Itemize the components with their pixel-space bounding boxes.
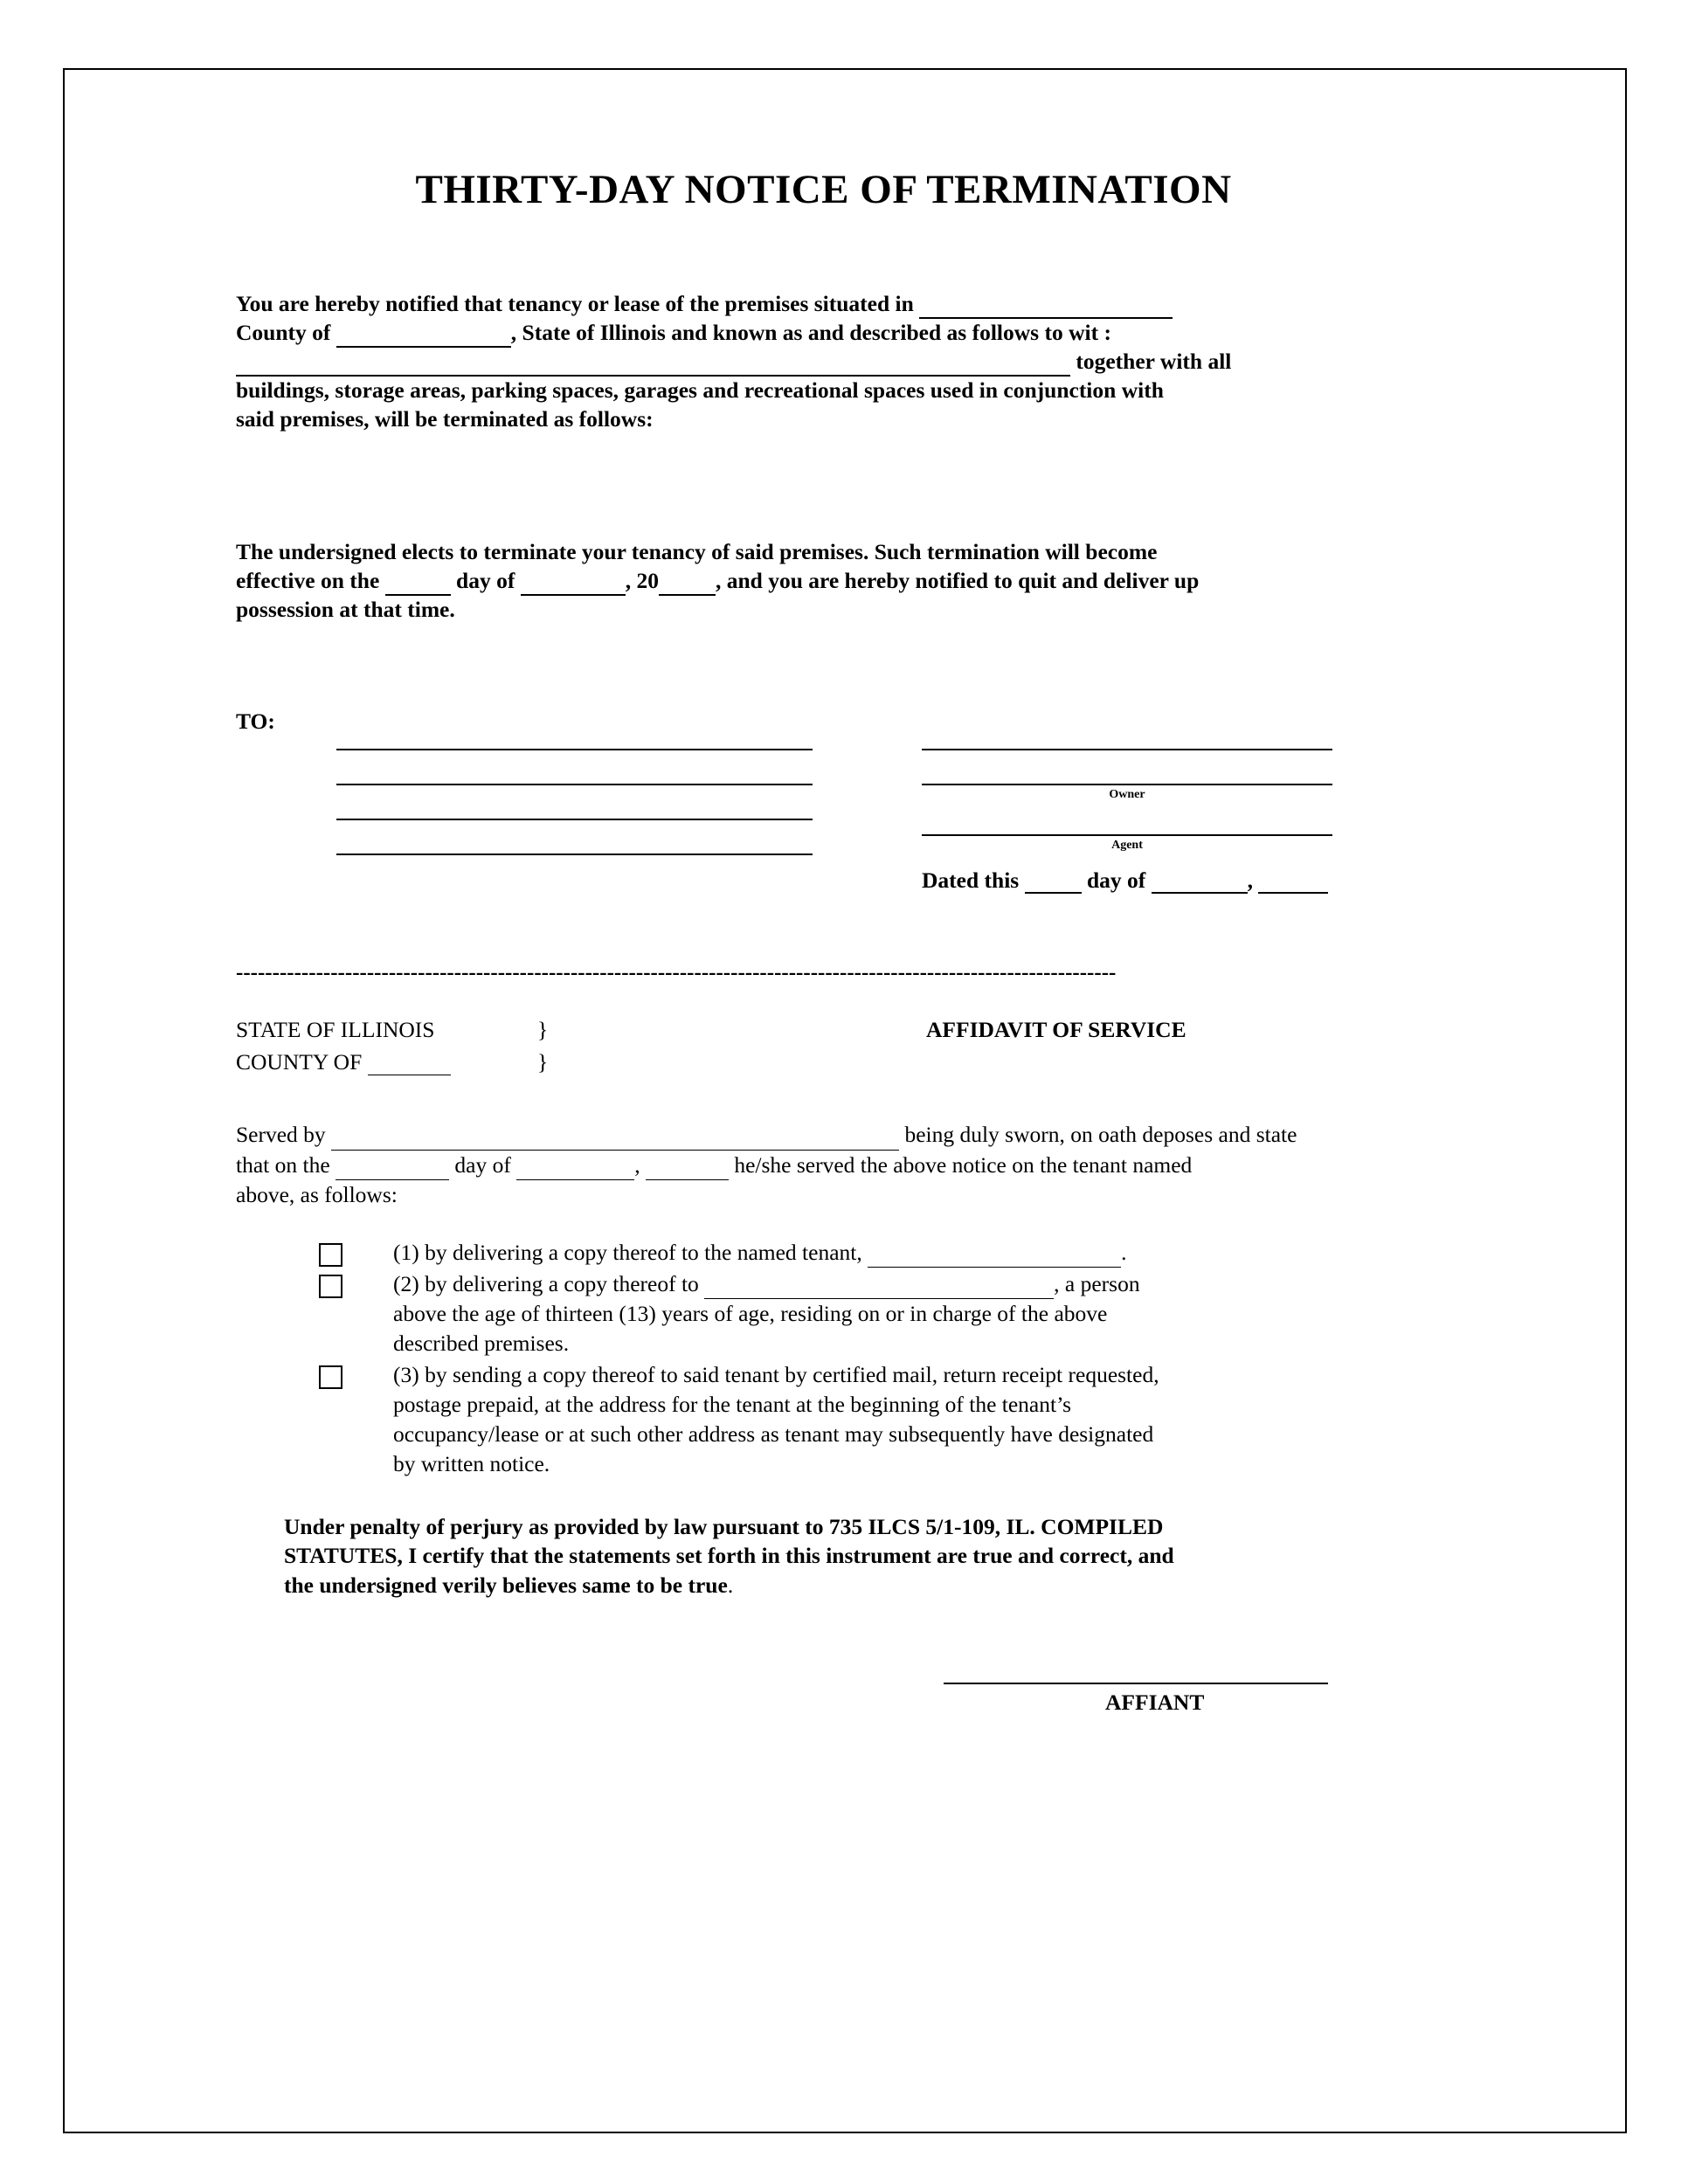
service-option-3-text [393,1360,1411,1479]
served-above-text: above, as follows: [236,1181,398,1207]
effective-month-blank[interactable] [521,575,626,596]
affiant-label: AFFIANT [1105,1689,1205,1715]
service-month-blank[interactable] [516,1162,634,1180]
dated-label-b: day of [1086,867,1146,894]
option-3-line-3: occupancy/lease or at such other address as tenant may subsequently have designated [393,1420,1154,1447]
tenant-line-2[interactable] [336,750,813,785]
affiant-signature-block [236,1649,1411,1745]
page-title: THIRTY-DAY NOTICE OF TERMINATION [415,167,1232,212]
affiant-signature-line[interactable] [944,1683,1328,1684]
section-separator: ------------------------------------------------------------------------------------------------------------------------- [236,962,1117,985]
checkbox-option-1[interactable] [319,1243,342,1267]
served-by-label: Served by [236,1122,326,1148]
served-by-text: being duly sworn, on oath deposes and state [904,1122,1297,1148]
notice-line3-text: together with all [1076,348,1232,374]
owner-signature-line-1[interactable] [922,715,1332,750]
county-blank[interactable] [336,327,511,348]
owner-agent-lines [922,715,1332,852]
dated-day-blank[interactable] [1025,873,1082,894]
dated-label-a: Dated this [922,867,1020,894]
option-2-text-a: (2) by delivering a copy thereof to [393,1271,699,1297]
notice-line1-text: You are hereby notified that tenancy or lease of the premises situated in [236,291,914,316]
county-of-row [236,1049,451,1075]
service-option-1-text [393,1238,1411,1268]
service-option-row-1 [236,1238,1411,1268]
owner-label: Owner [1109,788,1145,802]
tenant-line-4[interactable] [336,820,813,855]
brace-top: } [537,1017,549,1043]
county-of-label: COUNTY OF [236,1049,363,1075]
termination-line2-a: effective on the [236,568,380,594]
state-of-illinois-label: STATE OF ILLINOIS [236,1017,435,1043]
service-options-list [236,1238,1411,1478]
effective-year-blank[interactable] [659,575,716,596]
penalty-line-1: Under penalty of perjury as provided by law pursuant to 735 ILCS 5/1-109, IL. COMPILED [284,1513,1164,1539]
penalty-line-2: STATUTES, I certify that the statements set forth in this instrument are true and correct, and [284,1543,1174,1569]
affidavit-title: AFFIDAVIT OF SERVICE [926,1017,1186,1043]
document-content [236,166,1411,1745]
service-option-row-3 [236,1360,1411,1479]
notice-paragraph [236,290,1411,433]
tenant-line-3[interactable] [336,785,813,820]
spacer-before-termination [236,433,1411,538]
spacer-after-title [236,213,1411,290]
option-1-text-a: (1) by delivering a copy thereof to the named tenant, [393,1240,862,1266]
service-option-row-2 [236,1269,1411,1358]
dated-year-blank[interactable] [1258,873,1328,894]
notice-line2-county-label: County of [236,319,331,345]
option-1-blank[interactable] [868,1249,1121,1268]
termination-line1-text: The undersigned elects to terminate your tenancy of said premises. Such termination will become [236,539,1158,565]
termination-line2-c: , 20 [625,568,659,594]
dated-comma: , [1247,867,1254,894]
tenant-address-lines [336,715,813,855]
service-day-blank[interactable] [336,1162,449,1180]
to-section [236,708,1411,909]
service-option-2-text [393,1269,1411,1358]
description-blank[interactable] [236,356,1070,377]
brace-bottom: } [537,1049,549,1075]
option-3-line-2: postage prepaid, at the address for the tenant at the beginning of the tenant’s [393,1391,1072,1417]
served-tail-text: he/she served the above notice on the tenant named [734,1151,1193,1178]
option-2-line-3: described premises. [393,1330,570,1357]
option-2-blank[interactable] [704,1281,1054,1299]
affidavit-county-blank[interactable] [368,1057,451,1075]
notice-line2-text: , State of Illinois and known as and described as follows to wit : [510,319,1111,345]
termination-line2-d: , and you are hereby notified to quit and deliver up [715,568,1200,594]
checkbox-option-3[interactable] [319,1365,342,1389]
option-2-line-2: above the age of thirteen (13) years of age, residing on or in charge of the above [393,1301,1108,1327]
termination-line3-text: possession at that time. [236,597,455,623]
owner-signature-line-2[interactable] [922,750,1332,785]
penalty-period: . [727,1572,734,1598]
dated-line [922,867,1328,894]
served-by-paragraph [236,1120,1411,1210]
notice-line5-text: said premises, will be terminated as follows: [236,405,654,432]
option-3-line-4: by written notice. [393,1450,550,1476]
served-day-of-label: day of [454,1151,511,1178]
dated-month-blank[interactable] [1152,873,1248,894]
premises-location-blank[interactable] [919,298,1173,319]
option-2-text-b: , a person [1054,1271,1140,1297]
effective-day-blank[interactable] [385,575,451,596]
notice-line4-text: buildings, storage areas, parking spaces, garages and recreational spaces used in conjunction with [236,377,1164,403]
option-3-text-a: (3) by sending a copy thereof to said tenant by certified mail, return receipt requested, [393,1362,1159,1388]
penalty-line-3: the undersigned verily believes same to be true [284,1572,728,1598]
penalty-of-perjury-paragraph [284,1512,1411,1600]
option-1-text-b: . [1121,1240,1127,1266]
termination-paragraph [236,538,1411,625]
to-label: TO: [236,708,275,735]
affidavit-header [236,1017,1411,1085]
agent-label: Agent [1111,839,1143,853]
checkbox-option-2[interactable] [319,1275,342,1298]
served-comma: , [634,1151,640,1178]
server-name-blank[interactable] [331,1132,899,1151]
termination-line2-b: day of [456,568,515,594]
served-on-label: that on the [236,1151,330,1178]
tenant-line-1[interactable] [336,715,813,750]
service-year-blank[interactable] [646,1162,729,1180]
agent-signature-line[interactable] [922,801,1332,836]
